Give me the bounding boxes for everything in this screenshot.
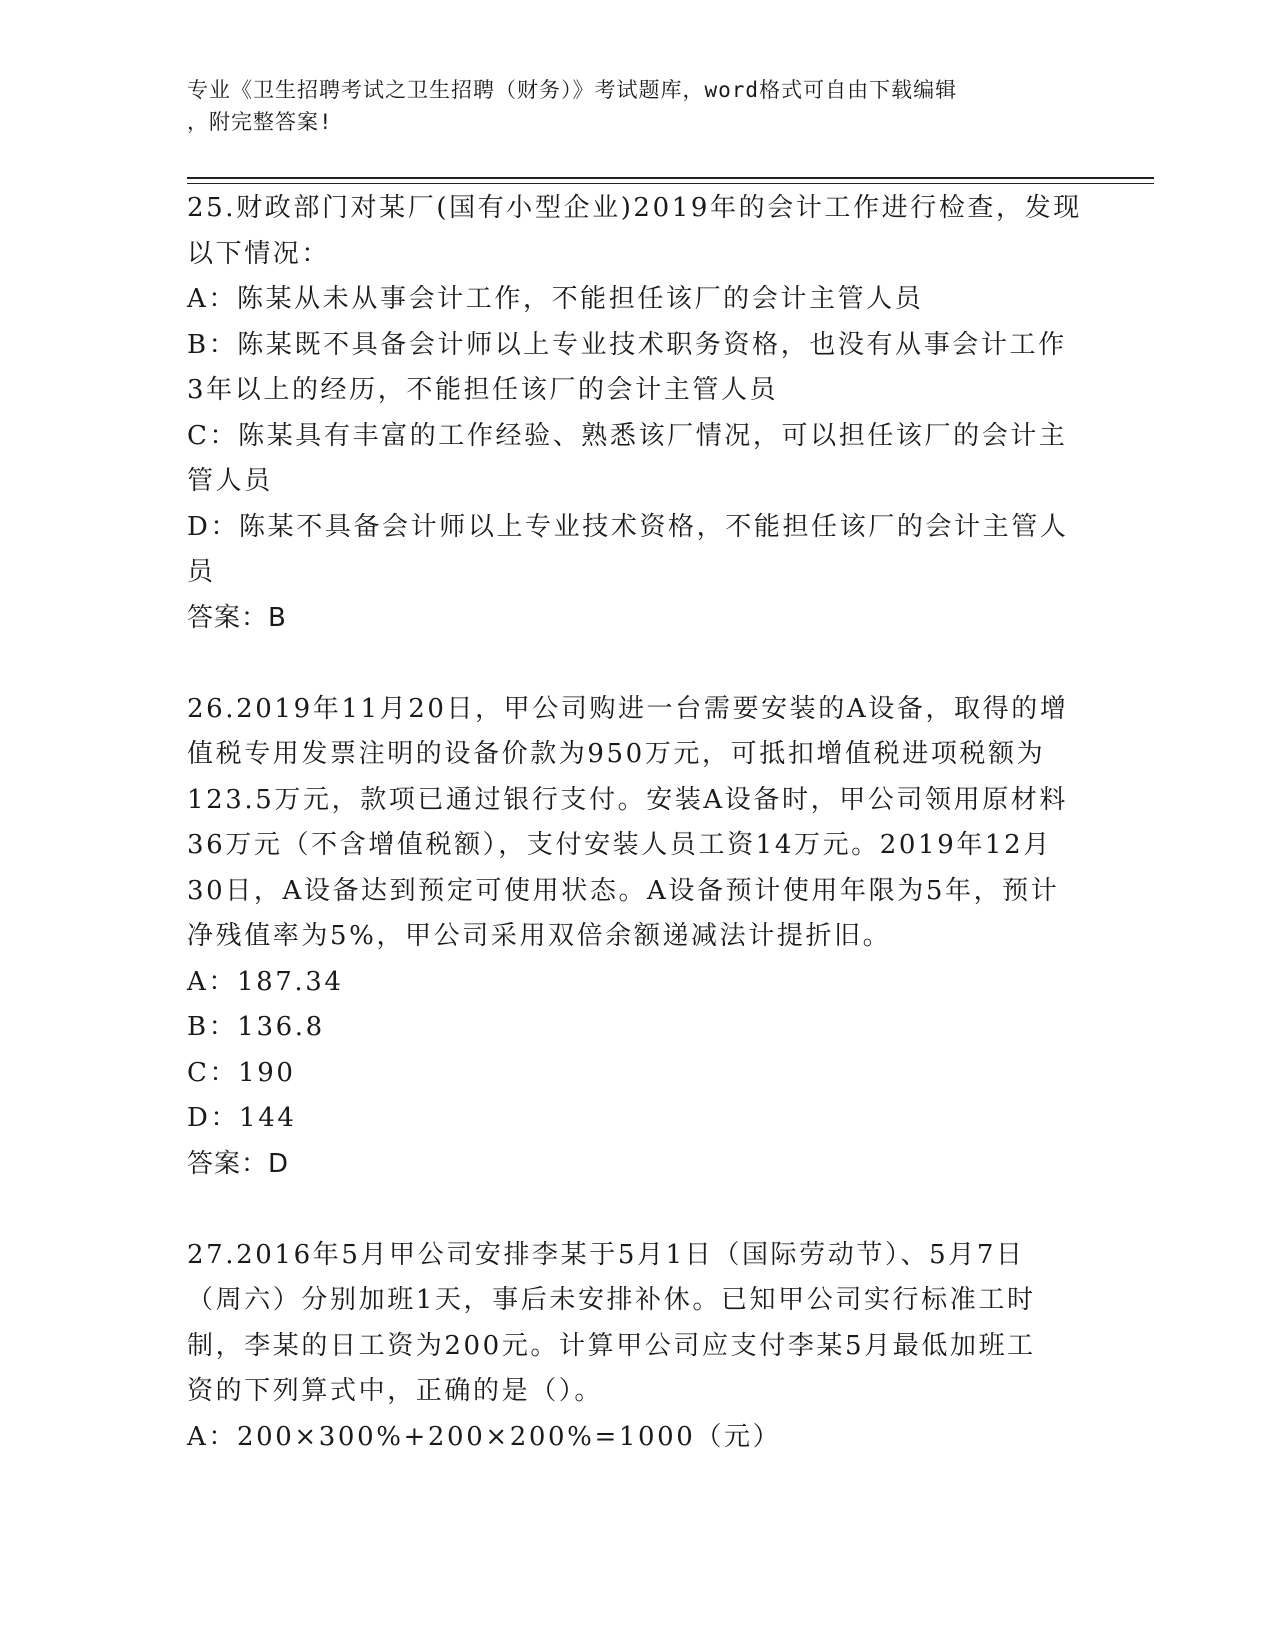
question-spacer <box>187 1187 1087 1233</box>
question-text-line: 资的下列算式中，正确的是（）。 <box>187 1376 604 1406</box>
option-text-line: 员 <box>187 557 216 587</box>
option-c <box>187 414 1087 505</box>
option-b: B：136.8 <box>187 1012 325 1042</box>
question-spacer <box>187 641 1087 687</box>
answer-text: 答案：B <box>187 602 287 633</box>
question-26 <box>187 687 1087 1188</box>
header-divider-thin <box>187 183 1154 184</box>
header-line-1: 专业《卫生招聘考试之卫生招聘（财务）》考试题库，word格式可自由下载编辑 <box>187 78 958 102</box>
question-text-line: 36万元（不含增值税额），支付安装人员工资14万元。2019年12月 <box>187 830 1052 860</box>
header-line-2: ，附完整答案! <box>187 110 333 134</box>
question-text-line: 净残值率为5%，甲公司采用双倍余额递减法计提折旧。 <box>187 921 892 951</box>
option-a: A：200×300%+200×200%=1000（元） <box>187 1421 782 1452</box>
answer-text: 答案：D <box>187 1148 290 1179</box>
option-b <box>187 323 1087 414</box>
question-text-line: 27.2016年5月甲公司安排李某于5月1日（国际劳动节）、5月7日 <box>187 1239 1025 1270</box>
question-text-line: 以下情况： <box>187 238 331 269</box>
question-text-line: 26.2019年11月20日，甲公司购进一台需要安装的A设备，取得的增 <box>187 693 1069 724</box>
header-divider-thick <box>187 177 1154 179</box>
question-text-line: 值税专用发票注明的设备价款为950万元，可抵扣增值税进项税额为 <box>187 739 1046 769</box>
question-27 <box>187 1233 1087 1461</box>
option-d: D：144 <box>187 1103 297 1133</box>
question-text-line: （周六）分别加班1天，事后未安排补休。已知甲公司实行标准工时 <box>187 1285 1036 1315</box>
option-text-line: 3年以上的经历，不能担任该厂的会计主管人员 <box>187 375 779 405</box>
question-text-line: 123.5万元，款项已通过银行支付。安装A设备时，甲公司领用原材料 <box>187 784 1069 815</box>
option-text-line: A：陈某从未从事会计工作，不能担任该厂的会计主管人员 <box>187 284 924 314</box>
option-a: A：187.34 <box>187 966 344 997</box>
option-text-line: B：陈某既不具备会计师以上专业技术职务资格，也没有从事会计工作 <box>187 329 1067 360</box>
option-text-line: C：陈某具有丰富的工作经验、熟悉该厂情况，可以担任该厂的会计主 <box>187 420 1068 451</box>
question-text-line: 30日，A设备达到预定可使用状态。A设备预计使用年限为5年，预计 <box>187 875 1060 906</box>
document-header <box>187 74 1067 138</box>
option-text-line: D：陈某不具备会计师以上专业技术资格，不能担任该厂的会计主管人 <box>187 511 1069 542</box>
option-text-line: 管人员 <box>187 466 273 496</box>
question-list <box>187 186 1087 1460</box>
question-text-line: 制，李某的日工资为200元。计算甲公司应支付李某5月最低加班工 <box>187 1330 1036 1361</box>
option-c: C：190 <box>187 1057 296 1088</box>
question-text-line: 25.财政部门对某厂(国有小型企业)2019年的会计工作进行检查，发现 <box>187 193 1082 223</box>
option-d <box>187 505 1087 596</box>
question-25 <box>187 186 1087 641</box>
option-a <box>187 277 1087 323</box>
